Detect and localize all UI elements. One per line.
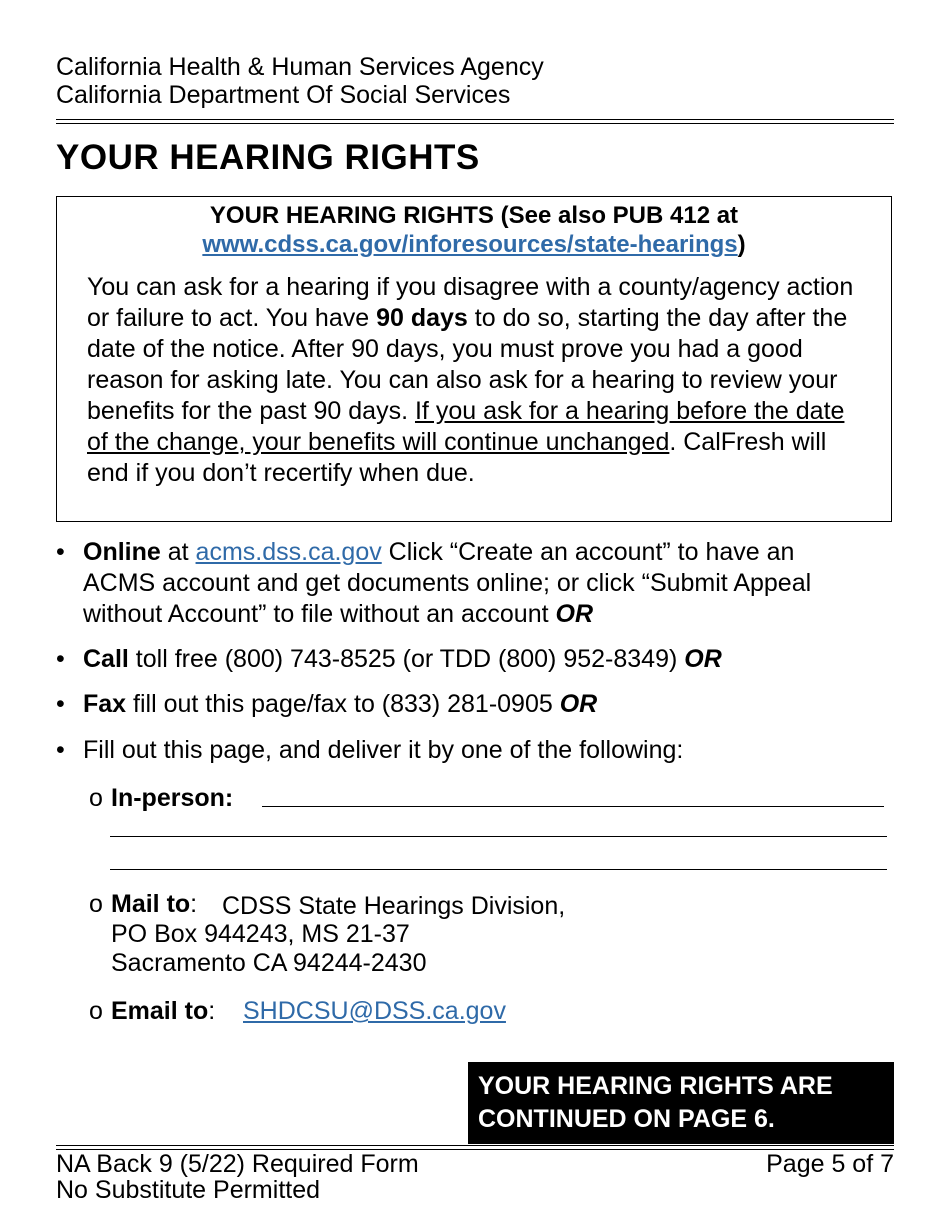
mail-marker: o <box>89 890 103 918</box>
online-or: OR <box>555 600 593 628</box>
mail-address-line2: PO Box 944243, MS 21-37 <box>111 920 410 948</box>
body-part2: to do so, starting the day after the date of the notice. After 90 days, you must prove you had a good reason for asking late. You can also ask for a hearing to review your benefits for the past 90 days. <box>87 304 848 425</box>
bullet-call <box>83 644 722 675</box>
email-label: Email to <box>111 997 209 1025</box>
email-label-line <box>111 997 215 1026</box>
online-at: at <box>160 538 196 566</box>
inperson-blank-1[interactable] <box>262 806 884 807</box>
bullet-fax-dot: • <box>56 690 65 718</box>
department-name: California Department Of Social Services <box>56 81 511 109</box>
bullet-call-dot: • <box>56 645 65 673</box>
inperson-blank-3[interactable] <box>110 869 887 870</box>
page-title: YOUR HEARING RIGHTS <box>56 138 480 177</box>
mail-colon: : <box>190 890 198 918</box>
box-heading-text: YOUR HEARING RIGHTS (See also PUB 412 at <box>209 202 739 229</box>
inperson-blank-2[interactable] <box>110 836 887 837</box>
mail-address-line3: Sacramento CA 94244-2430 <box>111 949 427 977</box>
continued-callout <box>468 1062 894 1144</box>
call-text: toll free (800) 743-8525 (or TDD (800) 952-8349) <box>128 645 685 673</box>
hearing-rights-box <box>56 196 892 522</box>
bullet-fill-dot: • <box>56 736 65 764</box>
mail-label-line <box>111 890 197 919</box>
mail-address-line1: CDSS State Hearings Division, <box>222 892 566 920</box>
acms-link[interactable]: acms.dss.ca.gov <box>195 538 382 566</box>
page-number: Page 5 of 7 <box>766 1150 894 1178</box>
fax-label: Fax <box>83 690 127 718</box>
state-hearings-link[interactable]: www.cdss.ca.gov/inforesources/state-hearings <box>202 231 738 258</box>
form-id: NA Back 9 (5/22) Required Form <box>56 1150 419 1178</box>
body-90-days: 90 days <box>376 304 468 332</box>
body-part3: . CalFresh will end if you don’t recertify when due. <box>87 428 827 487</box>
box-body <box>87 272 871 489</box>
body-underlined: If you ask for a hearing before the date of the change, your benefits will continue unchanged <box>87 397 845 456</box>
fax-or: OR <box>559 690 598 718</box>
online-text: Click “Create an account” to have an ACMS account and get documents online; or click “Submit Appeal without Account” to file without an account <box>83 538 812 628</box>
call-label: Call <box>83 645 129 673</box>
email-colon: : <box>208 997 216 1025</box>
footer-rule-top <box>56 1145 894 1146</box>
bullet-online-dot: • <box>56 538 65 566</box>
header-rule-top <box>56 119 894 120</box>
bullet-fill: Fill out this page, and deliver it by one of the following: <box>83 736 684 764</box>
header-rule-bottom <box>56 123 894 124</box>
call-or: OR <box>684 645 722 673</box>
email-marker: o <box>89 997 103 1025</box>
online-label: Online <box>83 538 161 566</box>
box-heading <box>57 201 891 259</box>
fax-text: fill out this page/fax to (833) 281-0905 <box>126 690 560 718</box>
box-heading-close: ) <box>737 231 746 258</box>
body-part1: You can ask for a hearing if you disagree with a county/agency action or failure to act. You have <box>87 273 854 332</box>
no-substitute: No Substitute Permitted <box>56 1176 321 1204</box>
mail-label: Mail to <box>111 890 191 918</box>
email-link[interactable]: SHDCSU@DSS.ca.gov <box>243 997 506 1025</box>
agency-name: California Health & Human Services Agency <box>56 53 544 81</box>
bullet-fax <box>83 689 597 720</box>
callout-line2: CONTINUED ON PAGE 6. <box>478 1105 775 1133</box>
bullet-online <box>83 537 863 630</box>
callout-line1: YOUR HEARING RIGHTS ARE <box>478 1072 833 1100</box>
inperson-marker: o <box>89 784 103 812</box>
inperson-label: In-person: <box>111 784 234 812</box>
